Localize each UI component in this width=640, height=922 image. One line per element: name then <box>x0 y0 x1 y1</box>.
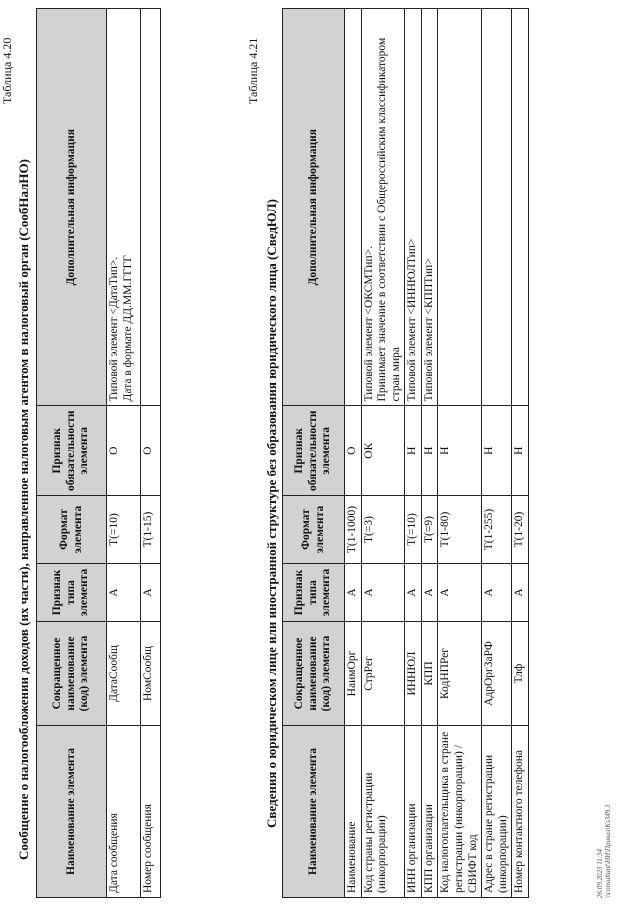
cell-code: КодНПРег <box>438 622 482 726</box>
cell-req: О <box>141 406 161 496</box>
table-row <box>345 9 362 898</box>
table2-caption: Таблица 4.21 <box>246 37 260 104</box>
cell-name: Наименование <box>345 726 362 898</box>
cell-code: ИННЮЛ <box>405 622 422 726</box>
cell-type: А <box>512 564 529 622</box>
cell-format: T(=10) <box>107 496 141 564</box>
cell-type: А <box>482 564 512 622</box>
table-row <box>512 9 529 898</box>
table-row <box>438 9 482 898</box>
table1-title: Сообщение о налогообложении доходов (их части), направленное налоговым агентом в налоговый орган (СообНалНО) <box>16 159 31 860</box>
cell-name: КПП организации <box>421 726 438 898</box>
cell-type: А <box>107 564 141 622</box>
info-line: Типовой элемент <ДатаТип>. <box>108 256 120 402</box>
table1-caption: Таблица 4.20 <box>0 37 14 104</box>
cell-name: Дата сообщения <box>107 726 141 898</box>
cell-info <box>141 9 161 406</box>
info-line: Принимает значение в соответствии с Общероссийским классификатором стран мира <box>376 37 402 402</box>
cell-code: ДатаСообщ <box>107 622 141 726</box>
cell-info <box>345 9 362 406</box>
t1-header-info: Дополнительная информация <box>37 9 107 406</box>
cell-name: Номер сообщения <box>141 726 161 898</box>
cell-code: НомСообщ <box>141 622 161 726</box>
cell-info <box>482 9 512 406</box>
t1-header-code: Сокращенное наименование (код) элемента <box>37 622 107 726</box>
cell-req: Н <box>512 406 529 496</box>
t2-header-name: Наименование элемента <box>283 726 345 898</box>
cell-format: T(1-255) <box>482 496 512 564</box>
stamp-line: 26.09.2023 11:34 <box>596 848 604 898</box>
table-row <box>361 9 405 898</box>
cell-name: ИНН организации <box>405 726 422 898</box>
cell-name: Номер контактного телефона <box>512 726 529 898</box>
cell-info <box>107 9 141 406</box>
cell-type: А <box>345 564 362 622</box>
cell-info <box>438 9 482 406</box>
cell-format: T(1-15) <box>141 496 161 564</box>
cell-req: Н <box>421 406 438 496</box>
cell-name: Код налогоплательщика в стране регистрации (инкорпорации) / СВИФТ код <box>438 726 482 898</box>
print-stamp <box>596 804 613 898</box>
cell-code: НаимОрг <box>345 622 362 726</box>
table-row <box>482 9 512 898</box>
table-row <box>421 9 438 898</box>
t1-header-type: Признак типа элемента <box>37 564 107 622</box>
cell-type: А <box>361 564 405 622</box>
cell-format: T(1-80) <box>438 496 482 564</box>
cell-type: А <box>438 564 482 622</box>
cell-info: Типовой элемент <КППТип> <box>421 9 438 406</box>
cell-format: T(=3) <box>361 496 405 564</box>
t2-header-req: Признак обязательности элемента <box>283 406 345 496</box>
table-row <box>107 9 141 898</box>
t2-header-format: Формат элемента <box>283 496 345 564</box>
cell-code: АдрОргЗаРФ <box>482 622 512 726</box>
cell-type: А <box>405 564 422 622</box>
cell-type: А <box>141 564 161 622</box>
t1-header-req: Признак обязательности элемента <box>37 406 107 496</box>
cell-name: Код страны регистрации (инкорпорации) <box>361 726 405 898</box>
table2 <box>282 8 529 898</box>
cell-req: О <box>107 406 141 496</box>
cell-info <box>512 9 529 406</box>
cell-type: А <box>421 564 438 622</box>
cell-req: Н <box>405 406 422 496</box>
t2-header-type: Признак типа элемента <box>283 564 345 622</box>
cell-req: Н <box>482 406 512 496</box>
info-line: Дата в формате ДД.ММ.ГГГГ <box>121 255 134 402</box>
cell-format: T(=10) <box>405 496 422 564</box>
cell-info <box>361 9 405 406</box>
cell-format: T(=9) <box>421 496 438 564</box>
cell-format: T(1-1000) <box>345 496 362 564</box>
cell-req: Н <box>438 406 482 496</box>
cell-name: Адрес в стране регистрации (инкорпорации) <box>482 726 512 898</box>
table2-title: Сведения о юридическом лице или иностранной структуре без образования юридического лица (СведЮЛ) <box>264 199 279 828</box>
cell-code: КПП <box>421 622 438 726</box>
cell-code: Тлф <box>512 622 529 726</box>
table1 <box>36 8 161 898</box>
cell-code: СтрРег <box>361 622 405 726</box>
t2-header-info: Дополнительная информация <box>283 9 345 406</box>
t1-header-format: Формат элемента <box>37 496 107 564</box>
cell-info: Типовой элемент <ИННЮЛТип> <box>405 9 422 406</box>
t2-header-code: Сокращенное наименование (код) элемента <box>283 622 345 726</box>
stamp-line: \\consultant\НИ\Приказ\Ks349.3 <box>604 804 613 898</box>
cell-req: О <box>345 406 362 496</box>
t1-header-name: Наименование элемента <box>37 726 107 898</box>
cell-req: ОК <box>361 406 405 496</box>
table-row <box>141 9 161 898</box>
info-line: Типовой элемент <ОКСМТип>. <box>362 246 375 402</box>
cell-format: T(1-20) <box>512 496 529 564</box>
table-row <box>405 9 422 898</box>
